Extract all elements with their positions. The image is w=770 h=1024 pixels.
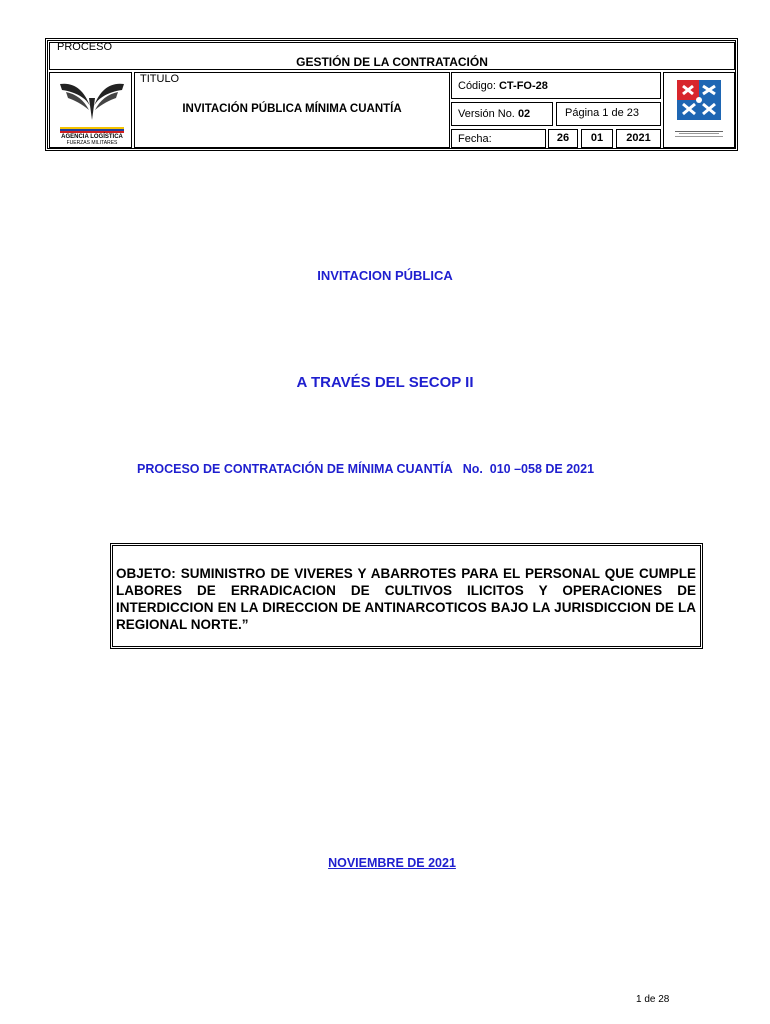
agencia-logistica-logo bbox=[56, 76, 128, 146]
version-label: Versión No. bbox=[458, 108, 515, 120]
proceso-value: GESTIÓN DE LA CONTRATACIÓN bbox=[296, 55, 488, 69]
page-number: 1 de 28 bbox=[636, 994, 670, 1005]
ministry-logo bbox=[673, 78, 725, 138]
fecha-day: 26 bbox=[556, 132, 570, 144]
left-logo-subtext: FUERZAS MILITARES bbox=[66, 140, 118, 146]
titulo-value: INVITACIÓN PÚBLICA MÍNIMA CUANTÍA bbox=[182, 103, 402, 115]
objeto-text: OBJETO: SUMINISTRO DE VIVERES Y ABARROTES PARA EL PERSONAL QUE CUMPLE LABORES DE ERRADICACION DE CULTIVOS ILICITOS Y OPERACIONES DE INTERDICCION EN LA DIRECCION DE ANTINARCOTICOS BAJO LA JURISDICCION DE LA REGIONAL NORTE.” bbox=[116, 566, 696, 632]
proceso-label: PROCESO bbox=[57, 41, 113, 53]
document-title: INVITACION PÚBLICA bbox=[317, 268, 453, 283]
fecha-month: 01 bbox=[590, 132, 604, 144]
pagina-value: Página 1 de 23 bbox=[565, 107, 640, 119]
fecha-label: Fecha: bbox=[458, 133, 492, 145]
date-line: NOVIEMBRE DE 2021 bbox=[328, 856, 456, 870]
titulo-label: TITULO bbox=[140, 73, 180, 85]
fecha-year: 2021 bbox=[626, 132, 651, 144]
left-logo-text: AGENCIA LOGÍSTICA bbox=[61, 134, 123, 140]
process-number-line: PROCESO DE CONTRATACIÓN DE MÍNIMA CUANTÍA No. 010 –058 DE 2021 bbox=[137, 462, 595, 476]
codigo-label: Código: bbox=[458, 80, 496, 92]
codigo-field bbox=[458, 80, 548, 92]
ministry-emblem-icon bbox=[673, 78, 725, 122]
version-value: 02 bbox=[517, 108, 531, 120]
codigo-value: CT-FO-28 bbox=[498, 80, 548, 92]
version-field bbox=[458, 108, 530, 120]
document-subtitle: A TRAVÉS DEL SECOP II bbox=[296, 374, 474, 391]
eagle-wings-icon bbox=[56, 76, 128, 122]
